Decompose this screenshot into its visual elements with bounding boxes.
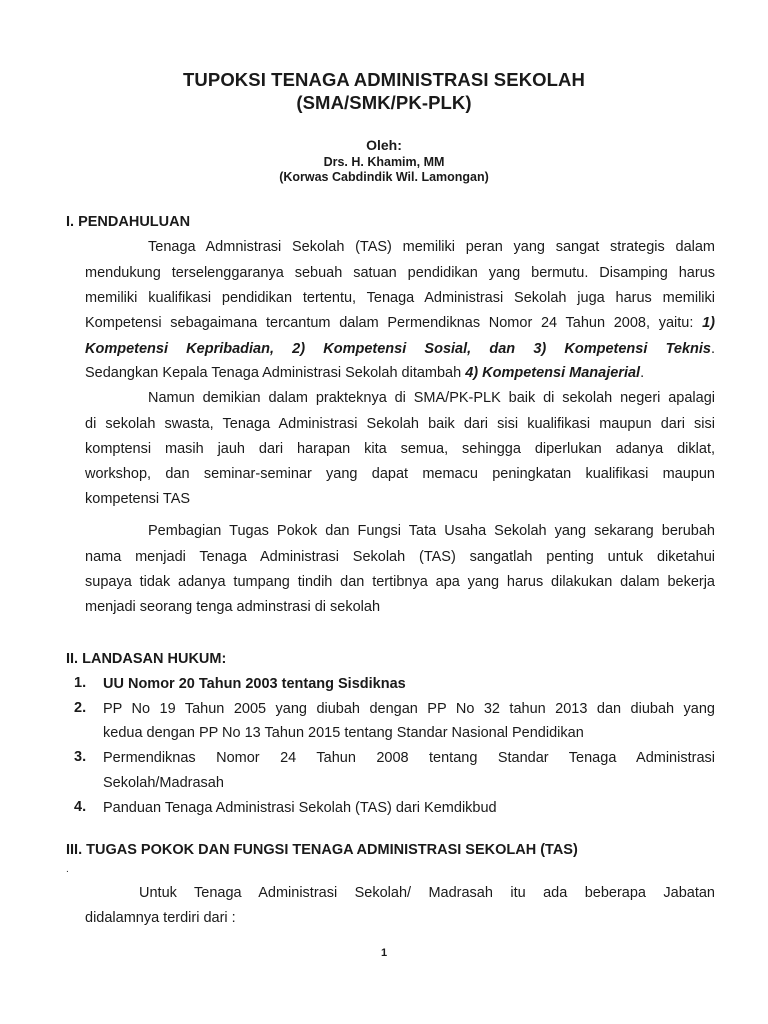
- author-affiliation: (Korwas Cabdindik Wil. Lamongan): [279, 170, 489, 184]
- list-item-continuation: Sekolah/Madrasah: [103, 775, 224, 791]
- list-item: Panduan Tenaga Administrasi Sekolah (TAS) dari Kemdikbud: [103, 800, 497, 816]
- paragraph-line: Tenaga Admnistrasi Sekolah (TAS) memiliki peran yang sangat strategis dalam: [148, 239, 715, 255]
- paragraph-line: [85, 340, 715, 358]
- list-item-continuation: kedua dengan PP No 13 Tahun 2015 tentang Standar Nasional Pendidikan: [103, 725, 584, 741]
- paragraph-line: Pembagian Tugas Pokok dan Fungsi Tata Usaha Sekolah yang sekarang berubah: [148, 523, 715, 539]
- paragraph-text: Kompetensi sebagaimana tercantum dalam Permendiknas Nomor 24 Tahun 2008, yaitu:: [85, 315, 694, 331]
- paragraph-line: [85, 314, 715, 332]
- paragraph-line: memiliki kualifikasi pendidikan tertentu, Tenaga Administrasi Sekolah juga harus memiliki: [85, 290, 715, 306]
- section-heading-pendahuluan: I. PENDAHULUAN: [66, 214, 191, 230]
- emphasis-text: 4) Kompetensi Manajerial: [465, 365, 641, 381]
- paragraph-line: kompetensi TAS: [85, 491, 191, 507]
- author-name: Drs. H. Khamim, MM: [323, 155, 445, 169]
- paragraph-line: workshop, dan seminar-seminar yang dapat memacu peningkatan kualifikasi maupun: [85, 466, 715, 482]
- paragraph-line: komptensi masih jauh dari harapan kita semua, sehingga diperlukan adanya diklat,: [85, 441, 715, 457]
- paragraph-line: [85, 364, 715, 382]
- paragraph-line: di sekolah swasta, Tenaga Administrasi Sekolah baik dari sisi kualifikasi maupun dari sisi: [85, 416, 715, 432]
- document-title-line2: (SMA/SMK/PK-PLK): [296, 92, 472, 113]
- list-item: UU Nomor 20 Tahun 2003 tentang Sisdiknas: [103, 676, 406, 692]
- paragraph-line: Namun demikian dalam prakteknya di SMA/PK-PLK baik di sekolah negeri apalagi: [148, 390, 715, 406]
- page-number: 1: [380, 947, 388, 959]
- section-heading-landasan-hukum: II. LANDASAN HUKUM:: [66, 651, 227, 667]
- document-title-line1: TUPOKSI TENAGA ADMINISTRASI SEKOLAH: [183, 69, 585, 90]
- stray-dot: .: [66, 864, 69, 875]
- paragraph-line: Untuk Tenaga Administrasi Sekolah/ Madrasah itu ada beberapa Jabatan: [139, 885, 715, 901]
- oleh-label: Oleh:: [366, 137, 402, 153]
- paragraph-line: nama menjadi Tenaga Administrasi Sekolah (TAS) sangatlah penting untuk diketahui: [85, 549, 715, 565]
- list-number: 1.: [74, 675, 87, 691]
- emphasis-text: 1): [702, 315, 715, 331]
- list-number: 4.: [74, 799, 87, 815]
- paragraph-line: didalamnya terdiri dari :: [85, 910, 236, 926]
- paragraph-text: .: [710, 341, 715, 357]
- paragraph-line: mendukung terselenggaranya sebuah satuan pendidikan yang bermutu. Disamping harus: [85, 265, 715, 281]
- list-number: 2.: [74, 700, 87, 716]
- emphasis-text: Kompetensi Kepribadian, 2) Kompetensi Sosial, dan 3) Kompetensi Teknis: [85, 341, 711, 357]
- section-heading-tugas-pokok: III. TUGAS POKOK DAN FUNGSI TENAGA ADMINISTRASI SEKOLAH (TAS): [66, 842, 578, 858]
- list-item: PP No 19 Tahun 2005 yang diubah dengan PP No 32 tahun 2013 dan diubah yang: [103, 701, 715, 717]
- list-item: Permendiknas Nomor 24 Tahun 2008 tentang Standar Tenaga Administrasi: [103, 750, 715, 766]
- paragraph-line: menjadi seorang tenga adminstrasi di sekolah: [85, 599, 381, 615]
- paragraph-line: supaya tidak adanya tumpang tindih dan tertibnya apa yang harus dilakukan dalam bekerja: [85, 574, 715, 590]
- list-number: 3.: [74, 749, 87, 765]
- paragraph-text: Sedangkan Kepala Tenaga Administrasi Sekolah ditambah: [85, 365, 462, 381]
- paragraph-text: .: [640, 365, 645, 381]
